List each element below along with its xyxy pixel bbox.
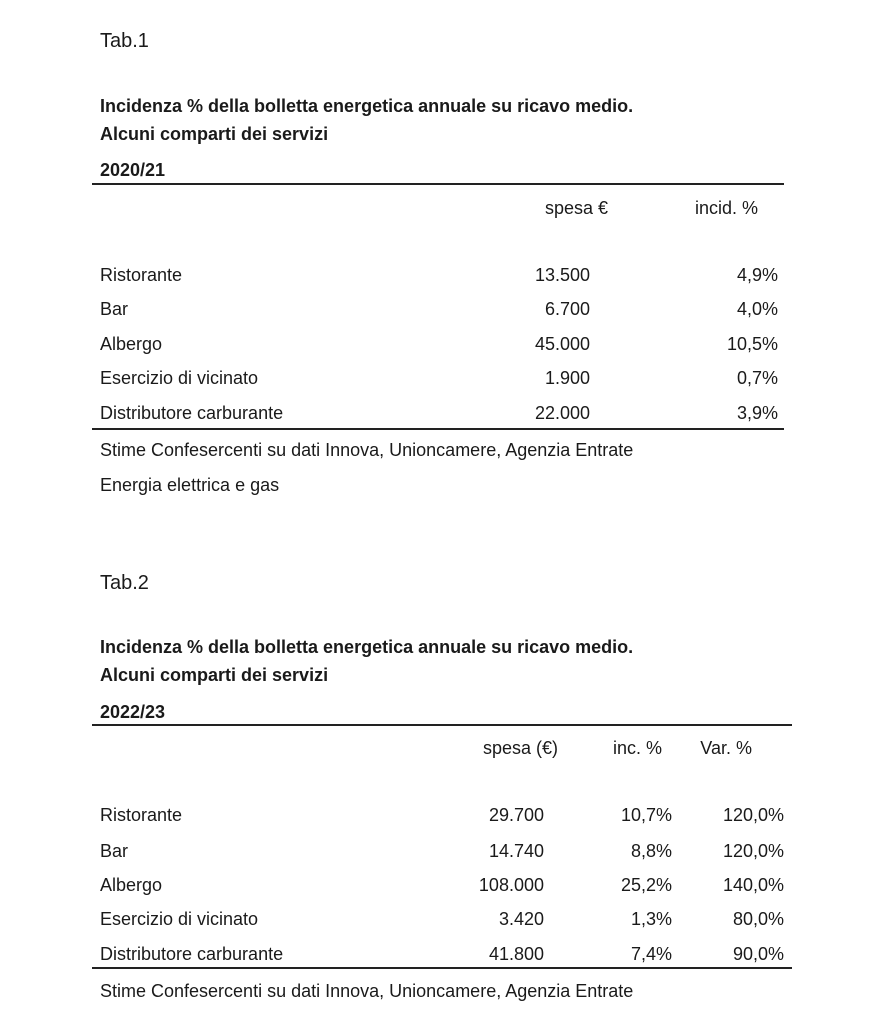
row-spesa: 41.800 <box>488 944 544 964</box>
table-2-source: Stime Confesercenti su dati Innova, Unioncamere, Agenzia Entrate <box>100 981 634 1001</box>
table-1-bottom-rule <box>92 428 784 430</box>
row-spesa: 14.740 <box>488 841 544 861</box>
table-2-header-var: Var. % <box>700 738 752 758</box>
row-name: Esercizio di vicinato <box>100 368 259 388</box>
table-1-title-line-1: Incidenza % della bolletta energetica annuale su ricavo medio. <box>100 96 634 116</box>
row-name: Bar <box>100 299 129 319</box>
table-1-title-line-2: Alcuni comparti dei servizi <box>100 124 329 144</box>
row-incid: 3,9% <box>736 403 778 423</box>
row-spesa: 13.500 <box>534 265 590 285</box>
table-1-header-spesa: spesa € <box>544 198 608 218</box>
row-name: Bar <box>100 841 129 861</box>
table-2-period: 2022/23 <box>100 702 166 722</box>
table-2-header-inc: inc. % <box>612 738 662 758</box>
row-spesa: 29.700 <box>488 805 544 825</box>
row-var: 80,0% <box>732 909 784 929</box>
row-inc: 7,4% <box>630 944 672 964</box>
row-incid: 4,0% <box>736 299 778 319</box>
row-var: 90,0% <box>732 944 784 964</box>
row-name: Ristorante <box>100 805 183 825</box>
row-spesa: 45.000 <box>534 334 590 354</box>
row-name: Distributore carburante <box>100 944 284 964</box>
table-1-top-rule <box>92 183 784 185</box>
row-var: 120,0% <box>722 805 784 825</box>
table-1-note: Energia elettrica e gas <box>100 475 280 495</box>
row-inc: 1,3% <box>630 909 672 929</box>
table-2-title-line-1: Incidenza % della bolletta energetica annuale su ricavo medio. <box>100 637 634 657</box>
table-1-period: 2020/21 <box>100 160 166 180</box>
table-1-source: Stime Confesercenti su dati Innova, Unioncamere, Agenzia Entrate <box>100 440 634 460</box>
table-2-header-spesa: spesa (€) <box>482 738 558 758</box>
row-var: 140,0% <box>722 875 784 895</box>
table-2-top-rule <box>92 724 792 726</box>
row-spesa: 3.420 <box>498 909 544 929</box>
row-incid: 0,7% <box>736 368 778 388</box>
row-incid: 4,9% <box>736 265 778 285</box>
table-1-label: Tab.1 <box>100 30 149 52</box>
row-name: Albergo <box>100 334 163 354</box>
row-spesa: 22.000 <box>534 403 590 423</box>
row-inc: 10,7% <box>620 805 672 825</box>
row-incid: 10,5% <box>726 334 778 354</box>
row-name: Esercizio di vicinato <box>100 909 259 929</box>
table-1-header-incid: incid. % <box>694 198 758 218</box>
row-var: 120,0% <box>722 841 784 861</box>
row-spesa: 1.900 <box>544 368 590 388</box>
row-name: Ristorante <box>100 265 183 285</box>
table-2-bottom-rule <box>92 967 792 969</box>
row-inc: 25,2% <box>620 875 672 895</box>
row-spesa: 6.700 <box>544 299 590 319</box>
row-inc: 8,8% <box>630 841 672 861</box>
row-name: Albergo <box>100 875 163 895</box>
table-2-title-line-2: Alcuni comparti dei servizi <box>100 665 329 685</box>
row-spesa: 108.000 <box>478 875 544 895</box>
row-name: Distributore carburante <box>100 403 284 423</box>
table-2-label: Tab.2 <box>100 572 149 594</box>
